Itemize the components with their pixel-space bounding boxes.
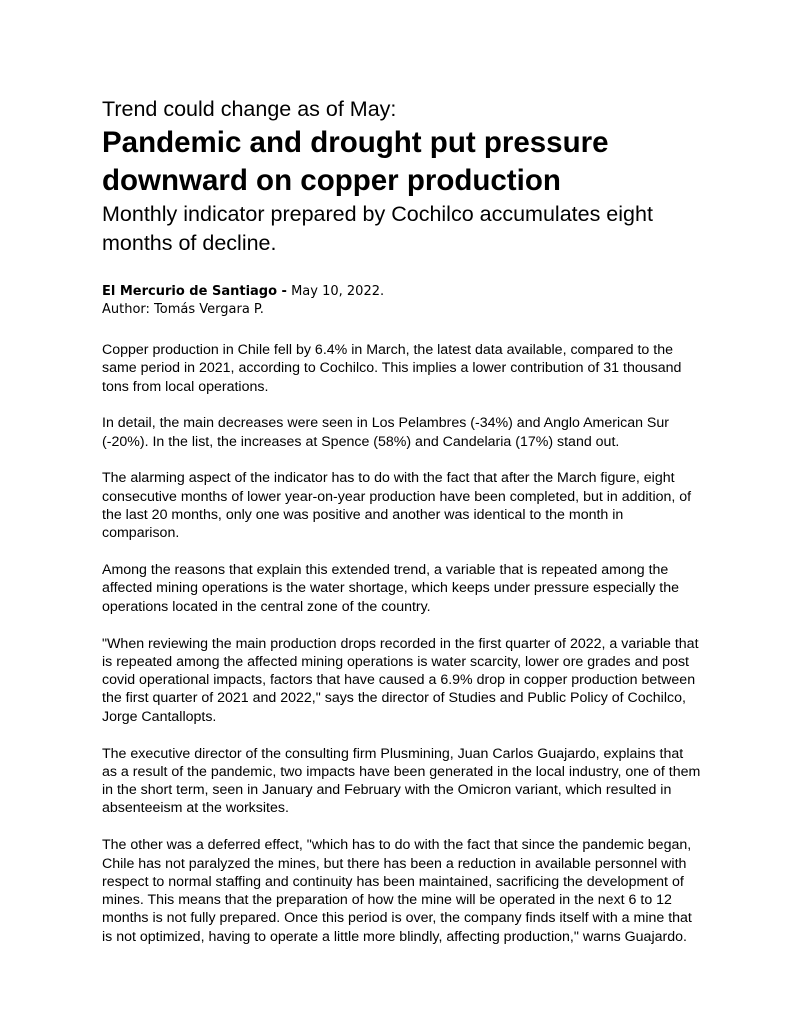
article-kicker: Trend could change as of May: <box>102 97 397 121</box>
publication-date: May 10, 2022. <box>286 284 385 299</box>
body-paragraph: Among the reasons that explain this extended trend, a variable that is repeated among the affected mining operations is the water shortage, which keeps under pressure especially the operations located in the central zone of the country. <box>102 562 680 615</box>
body-paragraph: The other was a deferred effect, "which has to do with the fact that since the pandemic began, Chile has not paralyzed the mines, but there has been a reduction in available personnel with respect to normal staffing and continuity has been maintained, sacrificing the development of mines. This means that the preparation of how the mine will be operated in the next 6 to 12 months is not fully prepared. Once this period is over, the company finds itself with a mine that is not optimized, having to operate a little more blindly, affecting production," warns Guajardo. <box>102 837 692 945</box>
body-paragraph: "When reviewing the main production drops recorded in the first quarter of 2022, a variable that is repeated among the affected mining operations is water scarcity, lower ore grades and post covid operational impacts, factors that have caused a 6.9% drop in copper production between the first quarter of 2021 and 2022," says the director of Studies and Public Policy of Cochilco, Jorge Cantallopts. <box>102 635 699 725</box>
body-paragraph: Copper production in Chile fell by 6.4% in March, the latest data available, compared to the same period in 2021, according to Cochilco. This implies a lower contribution of 31 thousand tons from local operations. <box>102 342 682 395</box>
body-paragraph: The alarming aspect of the indicator has to do with the fact that after the March figure, eight consecutive months of lower year-on-year production have been completed, but in addition, of the last 20 months, only one was positive and another was identical to the month in comparison. <box>102 470 692 542</box>
article-headline: Pandemic and drought put pressure downward on copper production <box>102 126 609 197</box>
publication-name: El Mercurio de Santiago - <box>102 284 287 299</box>
byline <box>102 283 702 319</box>
source-line <box>102 283 702 301</box>
body-paragraph: The executive director of the consulting firm Plusmining, Juan Carlos Guajardo, explains that as a result of the pandemic, two impacts have been generated in the local industry, one of them in the short term, seen in January and February with the Omicron variant, which resulted in absenteeism at the worksites. <box>102 745 701 817</box>
article-body <box>102 341 702 946</box>
article <box>102 96 702 965</box>
author-line: Author: Tomás Vergara P. <box>102 302 264 317</box>
body-paragraph: In detail, the main decreases were seen in Los Pelambres (-34%) and Anglo American Sur (-20%). In the list, the increases at Spence (58%) and Candelaria (17%) stand out. <box>102 415 670 450</box>
article-subhead: Monthly indicator prepared by Cochilco accumulates eight months of decline. <box>102 202 653 255</box>
